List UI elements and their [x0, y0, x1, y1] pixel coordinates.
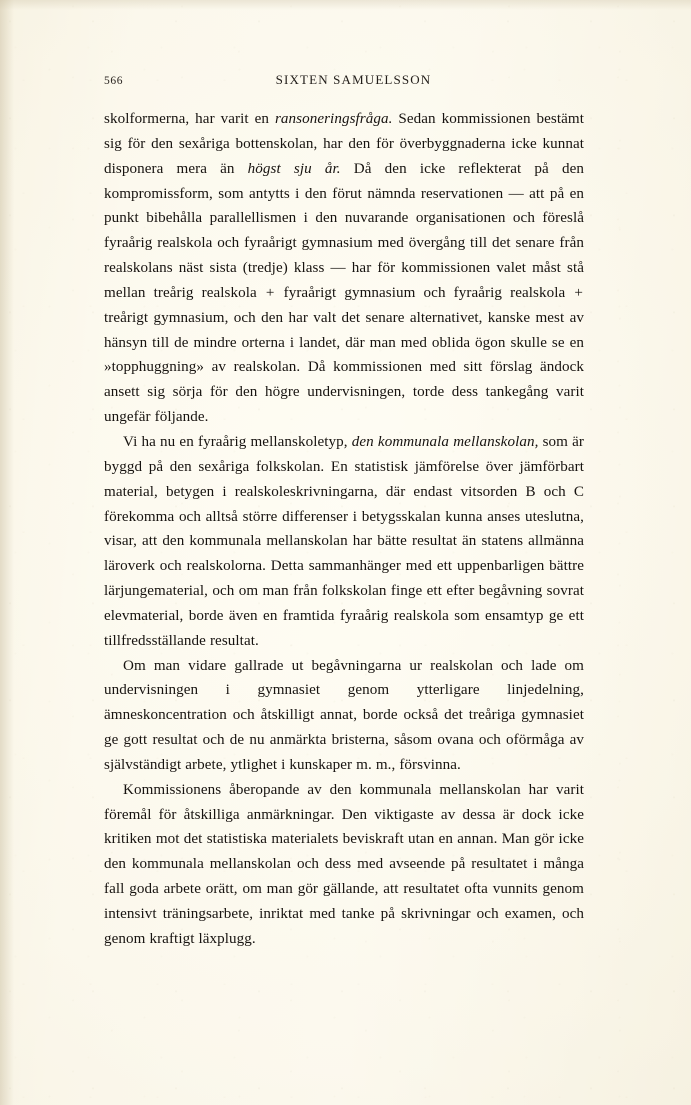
paragraph-2: Vi ha nu en fyraårig mellanskoletyp, den kommunala mellanskolan, som är byggd på den sexåriga folkskolan. En statistisk jämförelse över jämförbart material, betygen i realskoleskrivningarna, där endast vitsorden B och C förekomma och alltså större differenser i betygsskalan kunna anses uteslutna, visar, att den kommunala mellanskolan har bätte resultat än statens allmänna läroverk och realskolorna. Detta sammanhänger med ett uppenbarligen bättre lärjungematerial, och om man från folkskolan finge ett efter begåvning sovrat elevmaterial, borde även en framtida fyraårig realskola som ensamtyp ge ett tillfredsställande resultat.: [104, 433, 584, 649]
body-text-block: [104, 107, 584, 952]
paragraph-1: skolformerna, har varit en ransoneringsfråga. Sedan kommissionen bestämt sig för den sexåriga bottenskolan, har den för överbyggnaderna icke kunnat disponera mera än högst sju år. Då den icke reflekterat på den kompromissform, som antytts i den förut nämnda reservationen — att på en punkt bibehålla parallellismen i den nuvarande organisationen och föreslå fyraårig realskola och fyraårigt gymnasium med övergång till det senare från realskolans näst sista (tredje) klass — har för kommissionen valet måst stå mellan treårig realskola + fyraårigt gymnasium och fyraårig realskola + treårigt gymnasium, och den har valt det senare alternativet, kanske mest av hänsyn till de mindre orterna i landet, där man med oblida ögon skulle se en »topphuggning» av realskolan. Då kommissionen med sitt förslag ändock ansett sig sörja för den högre undervisningen, torde dess tankegång varit ungefär följande.: [104, 111, 584, 426]
page-number: 566: [104, 75, 124, 87]
running-head: [104, 72, 581, 88]
paragraph-4: Kommissionens åberopande av den kommunala mellanskolan har varit föremål för åtskilliga anmärkningar. Den viktigaste av dessa är dock icke kritiken mot det statistiska materialets beviskraft utan en annan. Man gör icke den kommunala mellanskolan och dess med avseende på resultatet i många fall goda arbete orätt, om man gör gällande, att resultatet ofta vunnits genom intensivt träningsarbete, inriktat med tanke på skrivningar och examen, och genom kraftigt läxplugg.: [104, 781, 584, 947]
running-title: SIXTEN SAMUELSSON: [275, 72, 432, 87]
paragraph-3: Om man vidare gallrade ut begåvningarna ur realskolan och lade om undervisningen i gymnasiet genom ytterligare linjedelning, ämneskoncentration och åtskilligt annat, borde också det treåriga gymnasiet ge gott resultat och de nu anmärkta bristerna, såsom ovana och oförmåga av självständigt arbete, ytlighet i kunskaper m. m., försvinna.: [104, 657, 584, 773]
